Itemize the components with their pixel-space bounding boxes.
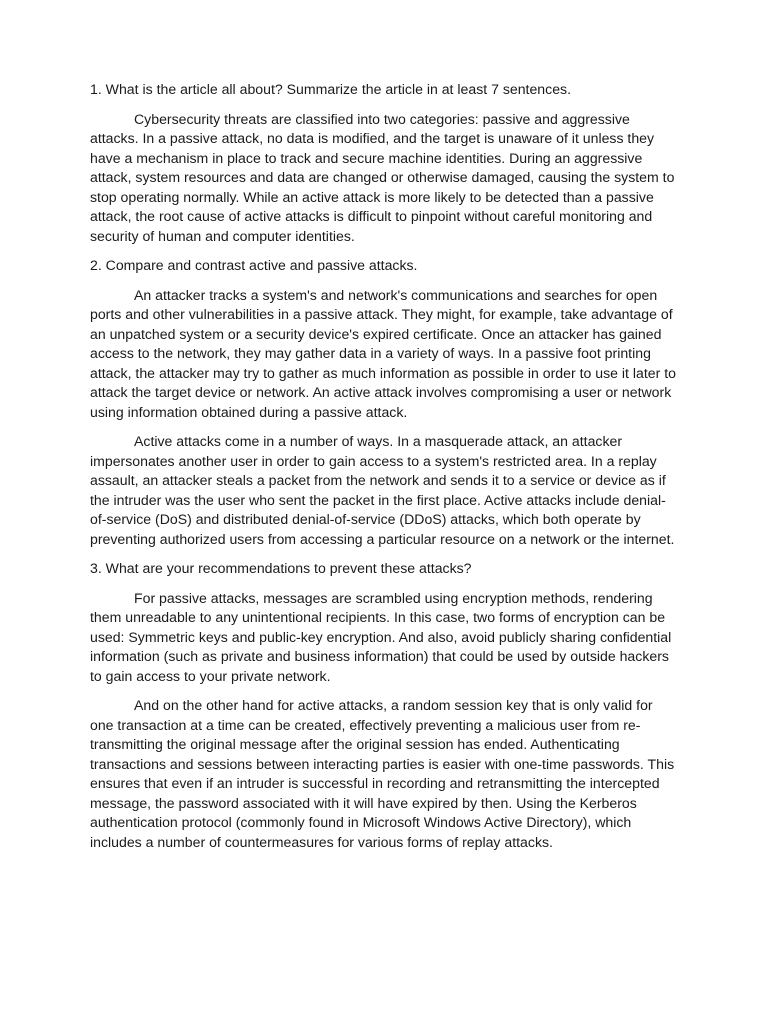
answer-3-paragraph-1: For passive attacks, messages are scrambled using encryption methods, rendering them unreadable to any unintentional recipients. In this case, two forms of encryption can be used: Symmetric keys and public-key encryption. And also, avoid publicly sharing confidential information (such as private and business information) that could be used by outside hackers to gain access to your private network. [90, 589, 672, 684]
answer-3-paragraph-2: And on the other hand for active attacks, a random session key that is only valid for one transaction at a time can be created, effectively preventing a malicious user from re-transmitting the original message after the original session has ended. Authenticating transactions and sessions between interacting parties is easier with one-time passwords. This ensures that even if an intruder is successful in recording and retransmitting the intercepted message, the password associated with it will have expired by then. Using the Kerberos authentication protocol (commonly found in Microsoft Windows Active Directory), which includes a number of countermeasures for various forms of replay attacks. [90, 697, 675, 850]
document-page [90, 80, 680, 862]
answer-1-paragraph-1: Cybersecurity threats are classified into two categories: passive and aggressive attacks. In a passive attack, no data is modified, and the target is unaware of it unless they have a mechanism in place to track and secure machine identities. During an aggressive attack, system resources and data are changed or otherwise damaged, causing the system to stop operating normally. While an active attack is more likely to be detected than a passive attack, the root cause of active attacks is difficult to pinpoint without careful monitoring and security of human and computer identities. [90, 110, 675, 244]
question-2: 2. Compare and contrast active and passive attacks. [90, 257, 418, 273]
answer-2-paragraph-2: Active attacks come in a number of ways. In a masquerade attack, an attacker impersonates another user in order to gain access to a system's restricted area. In a replay assault, an attacker steals a packet from the network and sends it to a service or device as if the intruder was the user who sent the packet in the first place. Active attacks include denial-of-service (DoS) and distributed denial-of-service (DDoS) attacks, which both operate by preventing authorized users from accessing a particular resource on a network or the internet. [90, 433, 675, 547]
question-1: 1. What is the article all about? Summarize the article in at least 7 sentences. [90, 81, 571, 97]
question-3: 3. What are your recommendations to prevent these attacks? [90, 560, 472, 576]
answer-2-paragraph-1: An attacker tracks a system's and network's communications and searches for open ports and other vulnerabilities in a passive attack. They might, for example, take advantage of an unpatched system or a security device's expired certificate. Once an attacker has gained access to the network, they may gather data in a variety of ways. In a passive foot printing attack, the attacker may try to gather as much information as possible in order to use it later to attack the target device or network. An active attack involves compromising a user or network using information obtained during a passive attack. [90, 286, 676, 420]
